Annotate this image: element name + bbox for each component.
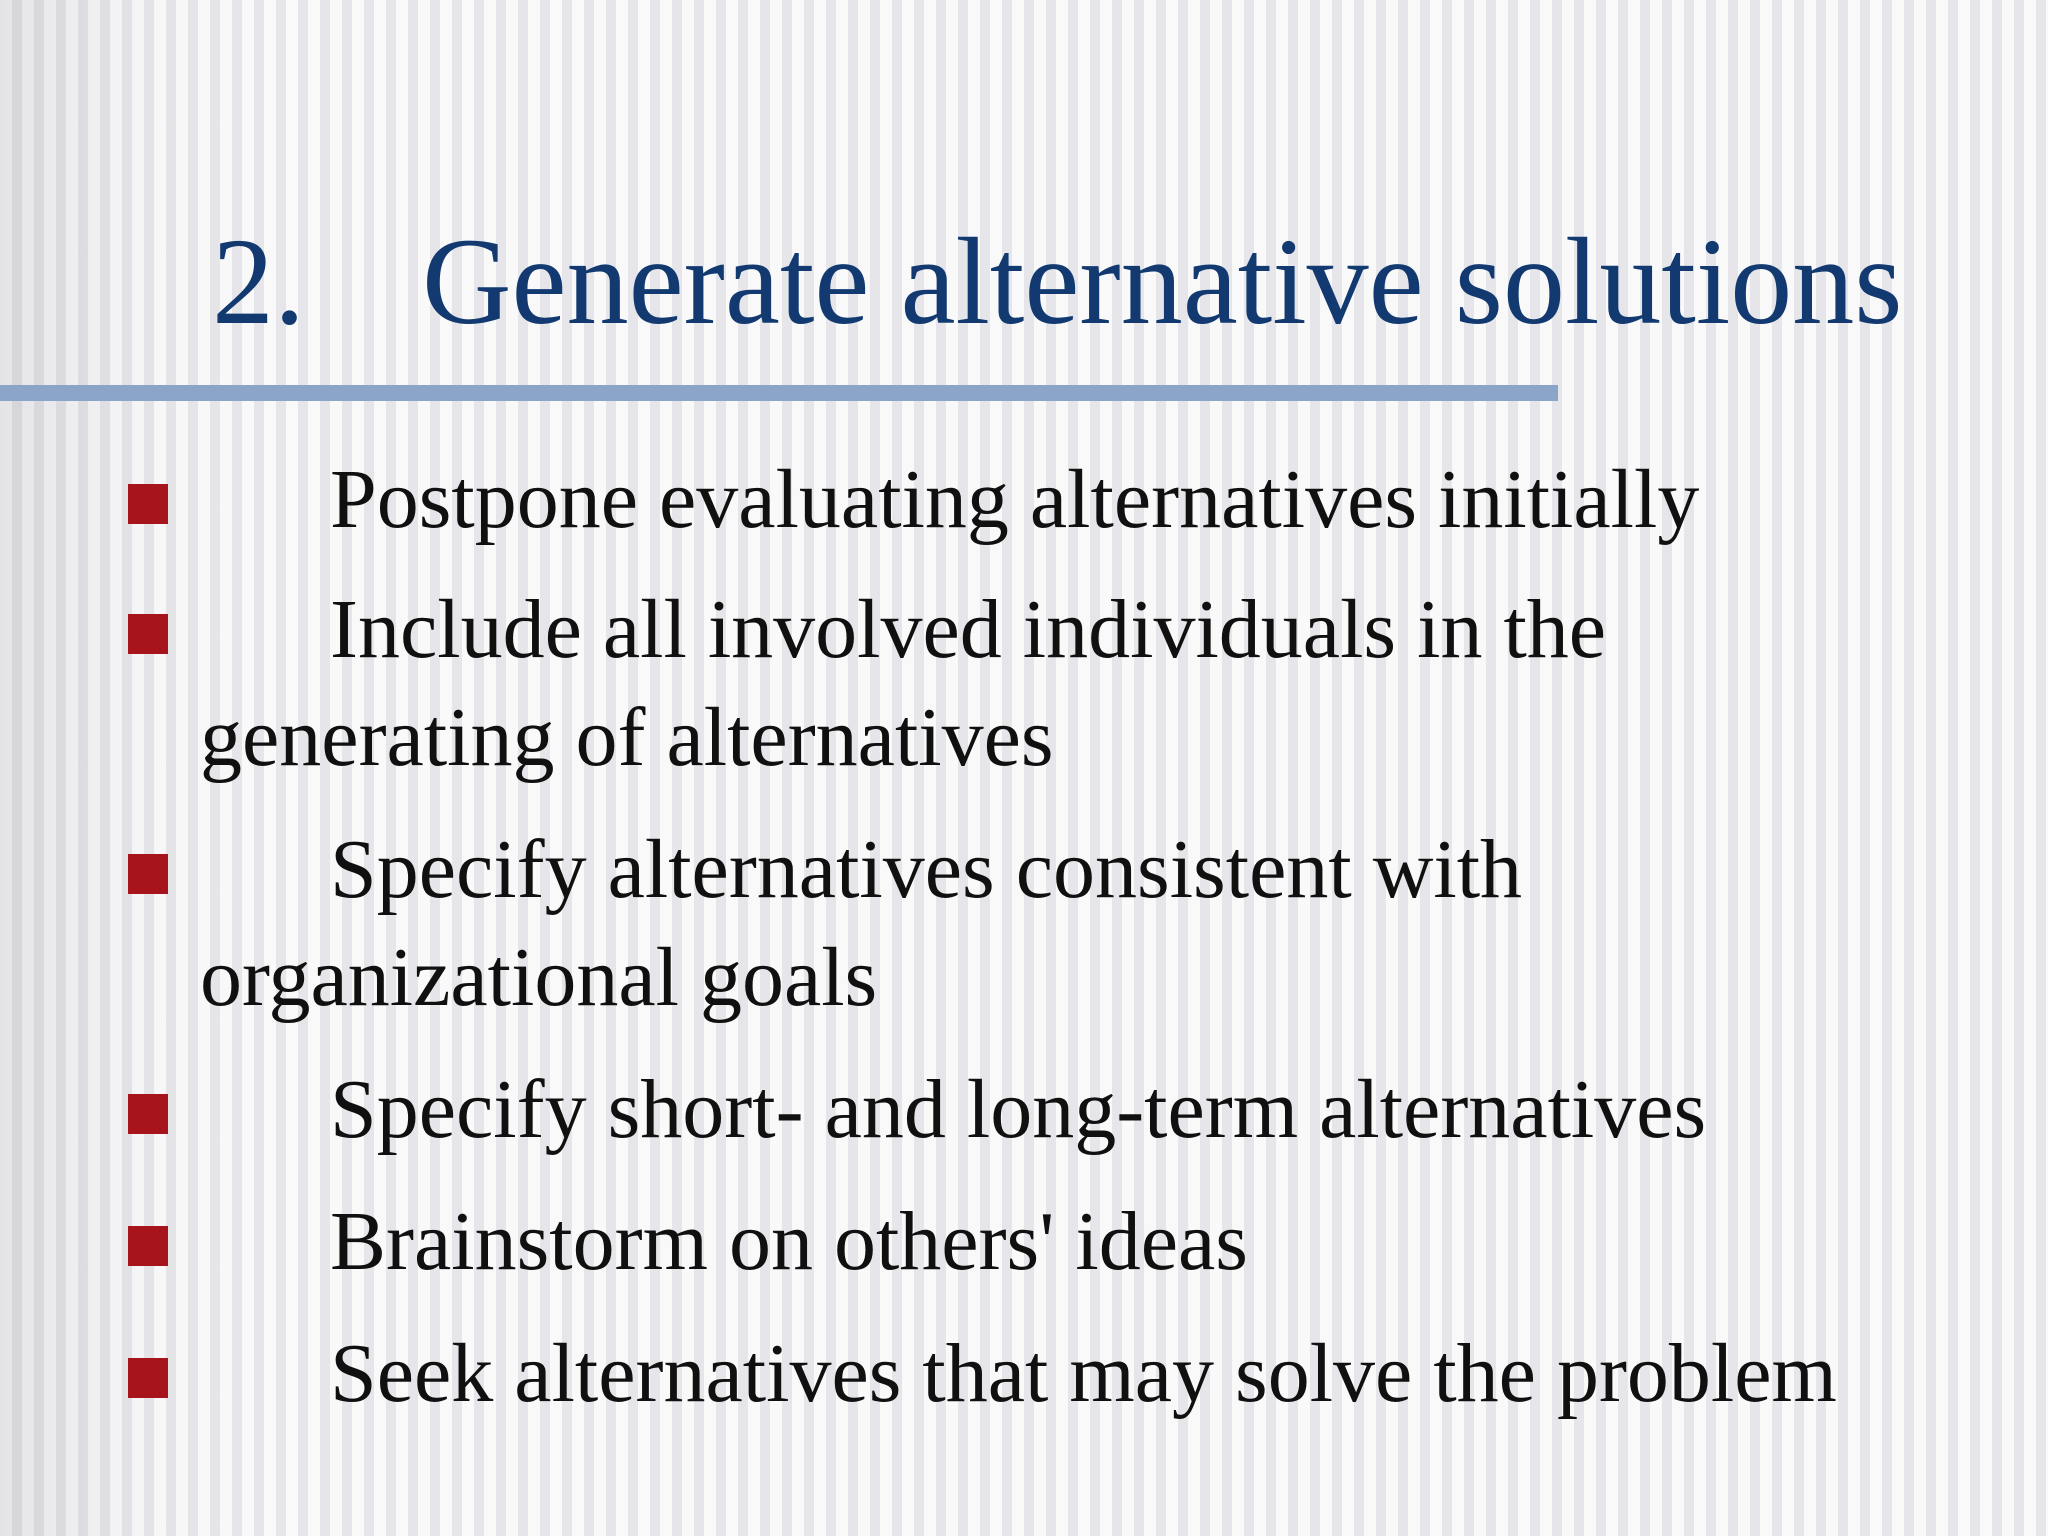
bullet-item: [0, 1050, 2048, 1170]
bullet-item: [0, 1314, 2048, 1434]
square-bullet-icon: [128, 1226, 168, 1266]
square-bullet-icon: [128, 614, 168, 654]
title-number: 2.: [212, 213, 305, 350]
square-bullet-icon: [128, 854, 168, 894]
title-underline-rule: [0, 385, 1558, 401]
bullet-text: Seek alternatives that may solve the problem: [330, 1327, 1837, 1420]
bullet-text: Brainstorm on others' ideas: [330, 1195, 1248, 1288]
title-text: Generate alternative solutions: [422, 213, 1903, 350]
bullet-text: Postpone evaluating alternatives initially: [330, 453, 1700, 546]
bullet-item: [0, 1182, 2048, 1302]
bullet-text: Specify short- and long-term alternatives: [330, 1063, 1707, 1156]
square-bullet-icon: [128, 1094, 168, 1134]
bullet-text-continuation: organizational goals: [200, 931, 878, 1024]
square-bullet-icon: [128, 484, 168, 524]
bullet-text: Include all involved individuals in the: [330, 583, 1607, 676]
bullet-text: Specify alternatives consistent with: [330, 823, 1523, 916]
slide-title: [212, 212, 1903, 352]
bullet-item: [0, 570, 2048, 810]
bullet-item: [0, 810, 2048, 1050]
bullet-text-continuation: generating of alternatives: [200, 691, 1054, 784]
bullet-item: [0, 440, 2048, 560]
square-bullet-icon: [128, 1358, 168, 1398]
